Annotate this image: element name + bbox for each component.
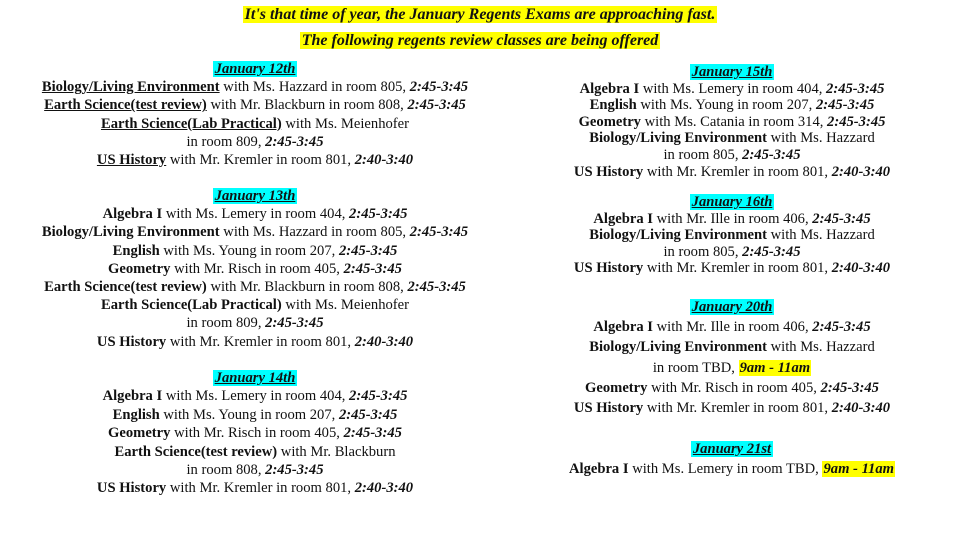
subject: Algebra I <box>593 319 653 336</box>
heading-line <box>502 194 960 211</box>
class-entry-line <box>0 242 510 260</box>
subject: Geometry <box>108 425 171 442</box>
class-entry-line <box>502 114 960 131</box>
subject: US History <box>573 400 644 417</box>
class-entry-line <box>0 314 510 332</box>
subject: Algebra I <box>593 210 653 227</box>
section-january-12 <box>0 60 510 169</box>
details: with Mr. Blackburn <box>277 443 396 460</box>
subject: US History <box>96 333 167 350</box>
time: 2:40-3:40 <box>354 480 414 497</box>
class-entry-line <box>502 459 960 479</box>
details: in room 808, <box>186 462 266 479</box>
time: 2:45-3:45 <box>265 133 324 150</box>
subject: Earth Science(test review) <box>44 279 207 296</box>
title-line-1 <box>0 6 960 24</box>
subject: Geometry <box>585 379 648 396</box>
class-entry-line <box>0 205 510 223</box>
details: with Ms. Hazzard <box>766 130 875 147</box>
details: with Mr. Kremler in room 801, <box>643 400 832 417</box>
heading-line <box>502 64 960 81</box>
details: with Mr. Risch in room 405, <box>170 425 344 442</box>
details: with Mr. Kremler in room 801, <box>166 480 355 497</box>
subject: Geometry <box>578 113 641 130</box>
class-entry-line <box>0 278 510 296</box>
details: with Ms. Lemery in room 404, <box>639 80 827 97</box>
details: with Mr. Kremler in room 801, <box>166 333 355 350</box>
details: with Ms. Young in room 207, <box>636 97 816 114</box>
details: with Ms. Hazzard in room 805, <box>219 79 410 96</box>
subject: Algebra I <box>102 206 163 223</box>
subject: Biology/Living Environment <box>41 224 220 241</box>
details: with Mr. Kremler in room 801, <box>643 260 832 277</box>
details: with Mr. Blackburn in room 808, <box>206 97 408 114</box>
time: 2:45-3:45 <box>409 79 469 96</box>
details: with Ms. Lemery in room 404, <box>162 206 350 223</box>
date-heading: January 12th <box>214 61 296 77</box>
time: 2:45-3:45 <box>827 113 886 130</box>
details: with Ms. Young in room 207, <box>159 242 339 259</box>
details: with Mr. Risch in room 405, <box>170 260 344 277</box>
time: 2:45-3:45 <box>826 80 885 97</box>
details: with Ms. Young in room 207, <box>159 406 339 423</box>
class-entry-line <box>502 147 960 164</box>
class-entry-line <box>0 387 510 405</box>
class-entry-line <box>0 443 510 461</box>
subject: Earth Science(test review) <box>44 97 207 114</box>
time: 2:45-3:45 <box>409 224 469 241</box>
title-text: The following regents review classes are being offered <box>301 32 659 49</box>
subject: Biology/Living Environment <box>41 79 220 96</box>
details: with Mr. Ille in room 406, <box>652 210 813 227</box>
subject: US History <box>96 480 167 497</box>
section-january-13 <box>0 187 510 351</box>
class-entry-line <box>0 223 510 241</box>
subject: Biology/Living Environment <box>589 339 767 356</box>
details: in room 805, <box>663 146 743 163</box>
class-entry-line <box>502 358 960 378</box>
time: 2:45-3:45 <box>812 210 871 227</box>
date-heading: January 20th <box>691 299 773 315</box>
subject: Earth Science(Lab Practical) <box>100 297 282 314</box>
heading-line <box>502 439 960 459</box>
details: in room 809, <box>186 133 266 150</box>
class-entry-line <box>0 479 510 497</box>
details: with Ms. Meienhofer <box>281 297 410 314</box>
details: with Mr. Kremler in room 801, <box>166 152 355 169</box>
time: 2:45-3:45 <box>407 97 466 114</box>
class-entry-line <box>502 81 960 98</box>
details: with Ms. Hazzard <box>766 339 875 356</box>
class-entry-line <box>0 260 510 278</box>
class-entry-line <box>502 260 960 277</box>
time: 2:45-3:45 <box>742 146 801 163</box>
details: with Ms. Hazzard <box>766 227 875 244</box>
class-entry-line <box>502 164 960 181</box>
time: 2:45-3:45 <box>265 315 324 332</box>
subject: Algebra I <box>579 80 640 97</box>
class-entry-line <box>502 211 960 228</box>
heading-line <box>0 187 510 205</box>
details: with Ms. Meienhofer <box>281 115 410 132</box>
section-january-21 <box>502 439 960 479</box>
subject: Algebra I <box>568 461 629 477</box>
subject: Earth Science(Lab Practical) <box>100 115 282 132</box>
subject: US History <box>573 163 644 180</box>
class-entry-line <box>502 97 960 114</box>
details: with Mr. Blackburn in room 808, <box>206 279 408 296</box>
class-entry-line <box>0 78 510 96</box>
heading-line <box>0 369 510 387</box>
class-entry-line <box>0 333 510 351</box>
time: 9am - 11am <box>823 461 895 477</box>
details: with Mr. Kremler in room 801, <box>643 163 832 180</box>
details: with Ms. Lemery in room 404, <box>162 388 350 405</box>
time: 2:45-3:45 <box>265 462 324 479</box>
subject: US History <box>96 152 167 169</box>
date-heading: January 15th <box>691 64 773 80</box>
time: 2:40-3:40 <box>354 333 414 350</box>
subject: English <box>589 97 637 114</box>
time: 2:45-3:45 <box>338 242 398 259</box>
subject: Algebra I <box>102 388 163 405</box>
section-january-20 <box>502 297 960 418</box>
class-entry-line <box>502 398 960 418</box>
subject: Geometry <box>108 260 171 277</box>
subject: Biology/Living Environment <box>589 227 767 244</box>
class-entry-line <box>0 96 510 114</box>
date-heading: January 13th <box>214 188 296 204</box>
time: 2:40-3:40 <box>831 163 891 180</box>
time: 2:40-3:40 <box>831 400 891 417</box>
time: 2:45-3:45 <box>407 279 466 296</box>
time: 2:40-3:40 <box>831 260 891 277</box>
subject: Earth Science(test review) <box>114 443 278 460</box>
class-entry-line <box>0 424 510 442</box>
details: in room 805, <box>663 243 743 260</box>
time: 2:40-3:40 <box>354 152 414 169</box>
time: 2:45-3:45 <box>820 379 879 396</box>
details: with Ms. Hazzard in room 805, <box>219 224 410 241</box>
time: 2:45-3:45 <box>349 388 408 405</box>
details: in room 809, <box>186 315 266 332</box>
title-line-2 <box>0 32 960 50</box>
details: with Mr. Risch in room 405, <box>647 379 821 396</box>
details: with Ms. Lemery in room TBD, <box>628 461 823 477</box>
date-heading: January 16th <box>691 194 773 210</box>
details: with Mr. Ille in room 406, <box>652 319 813 336</box>
section-january-14 <box>0 369 510 498</box>
details: with Ms. Catania in room 314, <box>640 113 828 130</box>
class-entry-line <box>0 296 510 314</box>
heading-line <box>0 60 510 78</box>
date-heading: January 14th <box>214 370 296 386</box>
class-entry-line <box>0 133 510 151</box>
time: 2:45-3:45 <box>343 260 402 277</box>
time: 2:45-3:45 <box>812 319 871 336</box>
time: 2:45-3:45 <box>742 243 801 260</box>
class-entry-line <box>502 227 960 244</box>
time: 2:45-3:45 <box>338 406 398 423</box>
class-entry-line <box>502 378 960 398</box>
subject: English <box>112 242 160 259</box>
class-entry-line <box>0 461 510 479</box>
time: 2:45-3:45 <box>815 97 875 114</box>
details: in room TBD, <box>652 359 739 376</box>
class-entry-line <box>0 115 510 133</box>
section-january-16 <box>502 194 960 277</box>
class-entry-line <box>0 151 510 169</box>
class-entry-line <box>502 130 960 147</box>
class-entry-line <box>502 317 960 337</box>
time: 2:45-3:45 <box>343 425 402 442</box>
section-january-15 <box>502 64 960 180</box>
date-heading: January 21st <box>692 441 772 457</box>
class-entry-line <box>502 244 960 261</box>
heading-line <box>502 297 960 317</box>
class-entry-line <box>502 337 960 357</box>
class-entry-line <box>0 406 510 424</box>
subject: English <box>112 406 160 423</box>
subject: US History <box>573 260 644 277</box>
time: 2:45-3:45 <box>349 206 408 223</box>
time: 9am - 11am <box>739 359 811 376</box>
title-text: It's that time of year, the January Regents Exams are approaching fast. <box>244 6 716 23</box>
subject: Biology/Living Environment <box>589 130 767 147</box>
